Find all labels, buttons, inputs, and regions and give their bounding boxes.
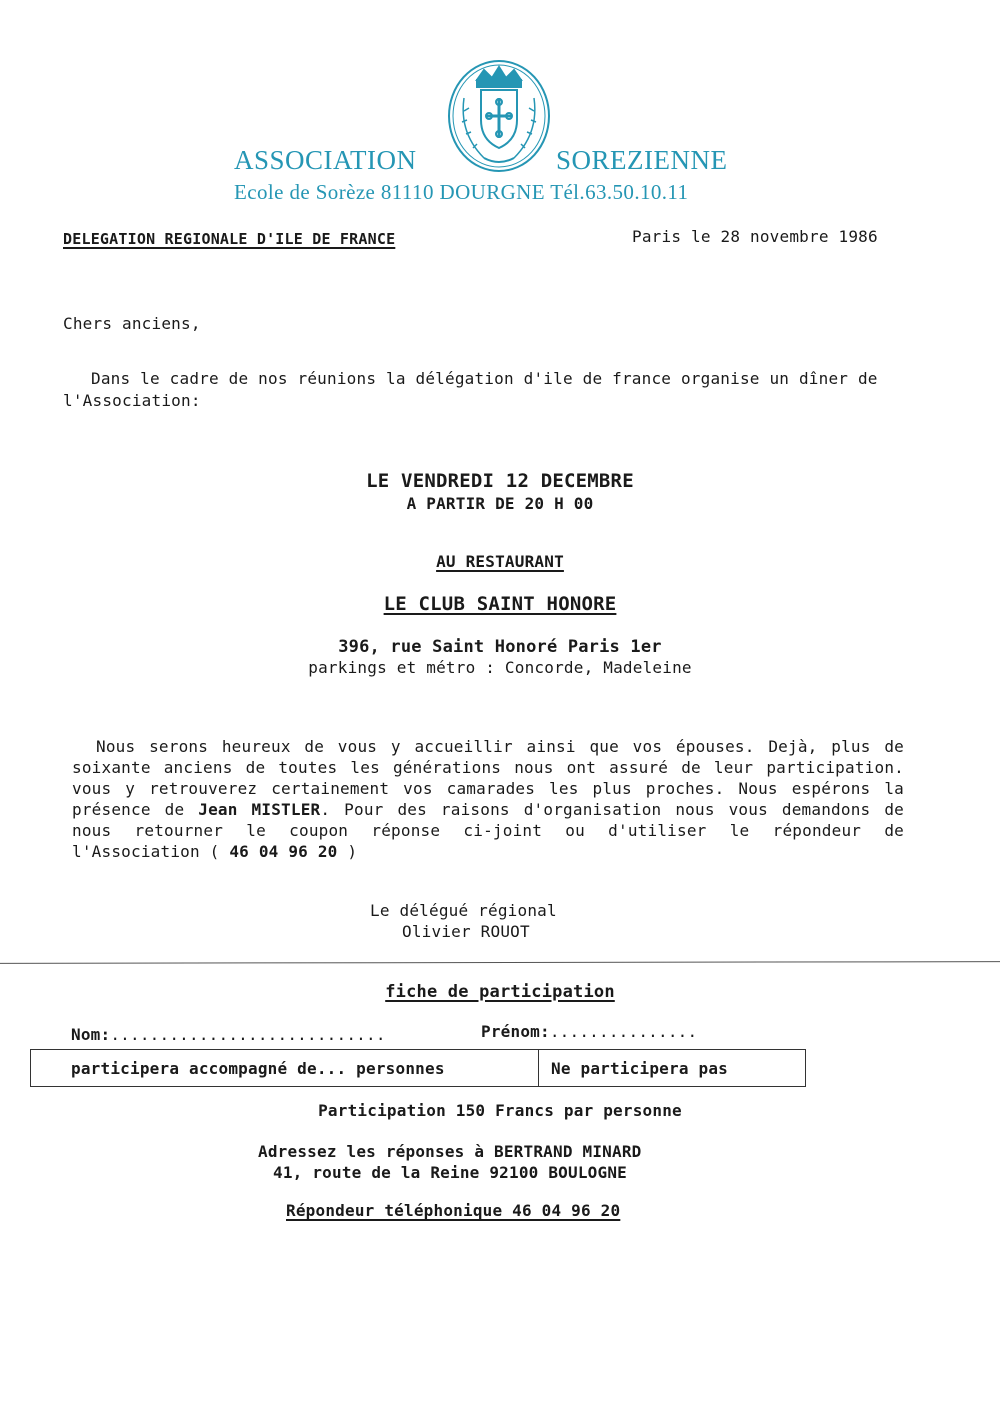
association-name-right: SOREZIENNE (556, 145, 728, 175)
participation-fee: Participation 150 Francs par personne (318, 1101, 682, 1120)
letter-date: Paris le 28 novembre 1986 (632, 227, 878, 246)
prenom-label: Prénom: (481, 1022, 550, 1041)
event-date: LE VENDREDI 12 DECEMBRE (366, 470, 634, 492)
greeting: Chers anciens, (63, 314, 201, 333)
reply-address: 41, route de la Reine 92100 BOULOGNE (273, 1163, 627, 1182)
cut-line (0, 961, 1000, 964)
participation-options (30, 1049, 806, 1087)
option-will-attend[interactable]: participera accompagné de... personnes (31, 1050, 539, 1086)
association-crest (444, 58, 554, 178)
answering-machine-phone: Répondeur téléphonique 46 04 96 20 (286, 1201, 621, 1220)
event-venue: LE CLUB SAINT HONORE (383, 593, 617, 615)
association-address: Ecole de Sorèze 81110 DOURGNE Tél.63.50.10.11 (234, 180, 689, 204)
reply-to: Adressez les réponses à BERTRAND MINARD (258, 1142, 642, 1161)
form-title: fiche de participation (385, 982, 615, 1002)
event-time: A PARTIR DE 20 H 00 (406, 494, 594, 513)
signature-title: Le délégué régional (370, 901, 557, 920)
body-paragraph: Nous serons heureux de vous y accueillir ainsi que vos épouses. Dejà, plus de soixante anciens de toutes les générations nous ont assuré de leur participation. vous y retrouverez certainement vos camarades les plus proches. Nous espérons la présence de Jean MISTLER. Pour des raisons d'organisation nous vous demandons de nous retourner le coupon réponse ci-joint ou d'utiliser le répondeur de l'Association ( 46 04 96 20 ) (72, 737, 905, 861)
nom-field[interactable] (71, 1025, 386, 1044)
nom-dots: ............................ (110, 1025, 386, 1044)
event-at-label: AU RESTAURANT (436, 552, 564, 571)
association-name-left: ASSOCIATION (234, 145, 417, 175)
prenom-field[interactable] (481, 1022, 697, 1041)
event-address: 396, rue Saint Honoré Paris 1er (338, 637, 662, 657)
prenom-dots: ............... (549, 1022, 698, 1041)
association-phone: 46 04 96 20 (229, 842, 338, 861)
guest-name: Jean MISTLER (198, 800, 321, 819)
nom-label: Nom: (71, 1025, 111, 1044)
option-will-not-attend[interactable]: Ne participera pas (551, 1058, 728, 1078)
event-transport: parkings et métro : Concorde, Madeleine (308, 658, 692, 677)
signature-name: Olivier ROUOT (402, 922, 530, 941)
delegation-heading: DELEGATION REGIONALE D'ILE DE FRANCE (63, 230, 396, 248)
intro-paragraph: Dans le cadre de nos réunions la délégation d'ile de france organise un dîner de l'Association: (63, 369, 878, 410)
